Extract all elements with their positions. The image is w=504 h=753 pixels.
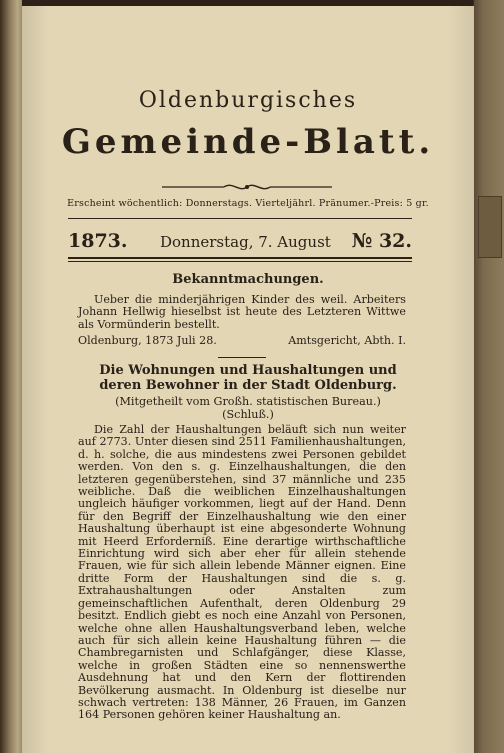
newspaper-page [22,6,474,753]
rule-divider-thick [68,257,412,259]
issue-date: Donnerstag, 7. August [160,233,331,251]
book-cover-board [473,0,504,753]
place-date: Oldenburg, 1873 Juli 28. [78,334,217,347]
book-spine-edge [0,0,22,753]
article-body: Die Zahl der Haushaltungen beläuft sich nun weiter auf 2773. Unter diesen sind 2511 Familienhaushaltungen, d. h. solche, die aus mindestens zwei Personen gebildet werden. Von den s. g. Einzelhaushaltungen, die den letzteren gegenüberstehen, sind 37 männliche und 235 weibliche. Daß die weiblichen Einzelhaushaltungen ungleich häufiger vorkommen, liegt auf der Hand. Denn für den Begriff der Einzelhaushaltung wie den einer Haushaltung überhaupt ist eine abgesonderte Wohnung mit Heerd Erforderniß. Eine derartige wirthschaftliche Einrichtung wird sich aber eher für allein stehende Frauen, wie für sich allein lebende Männer eignen. Eine dritte Form der Haushaltungen sind die s. g. Extrahaushaltungen oder Anstalten zum gemeinschaftlichen Aufenthalt, deren Oldenburg 29 besitzt. Endlich giebt es noch eine Anzahl von Personen, welche ohne allen Haushaltungsverband leben, welche auch für sich allein keine Haushaltung führen — die Chambregarnisten und Schlafgänger, diese Klasse, welche in großen Städten eine so nennenswerthe Ausdehnung hat und den Kern der flottirenden Bevölkerung ausmacht. In Oldenburg ist dieselbe nur schwach vertreten: 138 Männer, 26 Frauen, im Ganzen 164 Personen gehören keiner Haushaltung an. [78,423,406,722]
issue-year: 1873. [68,230,128,252]
binding-tab [478,196,502,258]
short-rule [218,357,266,358]
authority: Amtsgericht, Abth. I. [288,334,406,347]
article-title-line-1: Die Wohnungen und Haushaltungen und [99,363,397,378]
ornament-divider [162,182,332,192]
issue-number: № 32. [351,230,412,252]
announcement-text: Ueber die minderjährigen Kinder des weil. Arbeiters Johann Hellwig hieselbst ist heute des Letzteren Wittwe als Vormünderin bestellt. [78,293,406,331]
issue-dateline [68,230,412,254]
publication-info: Erscheint wöchentlich: Donnerstags. Vierteljährl. Pränumer.-Preis: 5 gr. [67,198,429,209]
rule-divider [68,218,412,219]
article-continuation: (Schluß.) [222,408,274,421]
section-heading: Bekanntmachungen. [172,272,324,287]
rule-divider [68,261,412,262]
article-title-line-2: deren Bewohner in der Stadt Oldenburg. [99,378,397,393]
masthead-kicker: Oldenburgisches [138,88,358,113]
masthead-title: Gemeinde-Blatt. [61,122,435,162]
article-source: (Mitgetheilt vom Großh. statistischen Bureau.) [115,395,381,408]
